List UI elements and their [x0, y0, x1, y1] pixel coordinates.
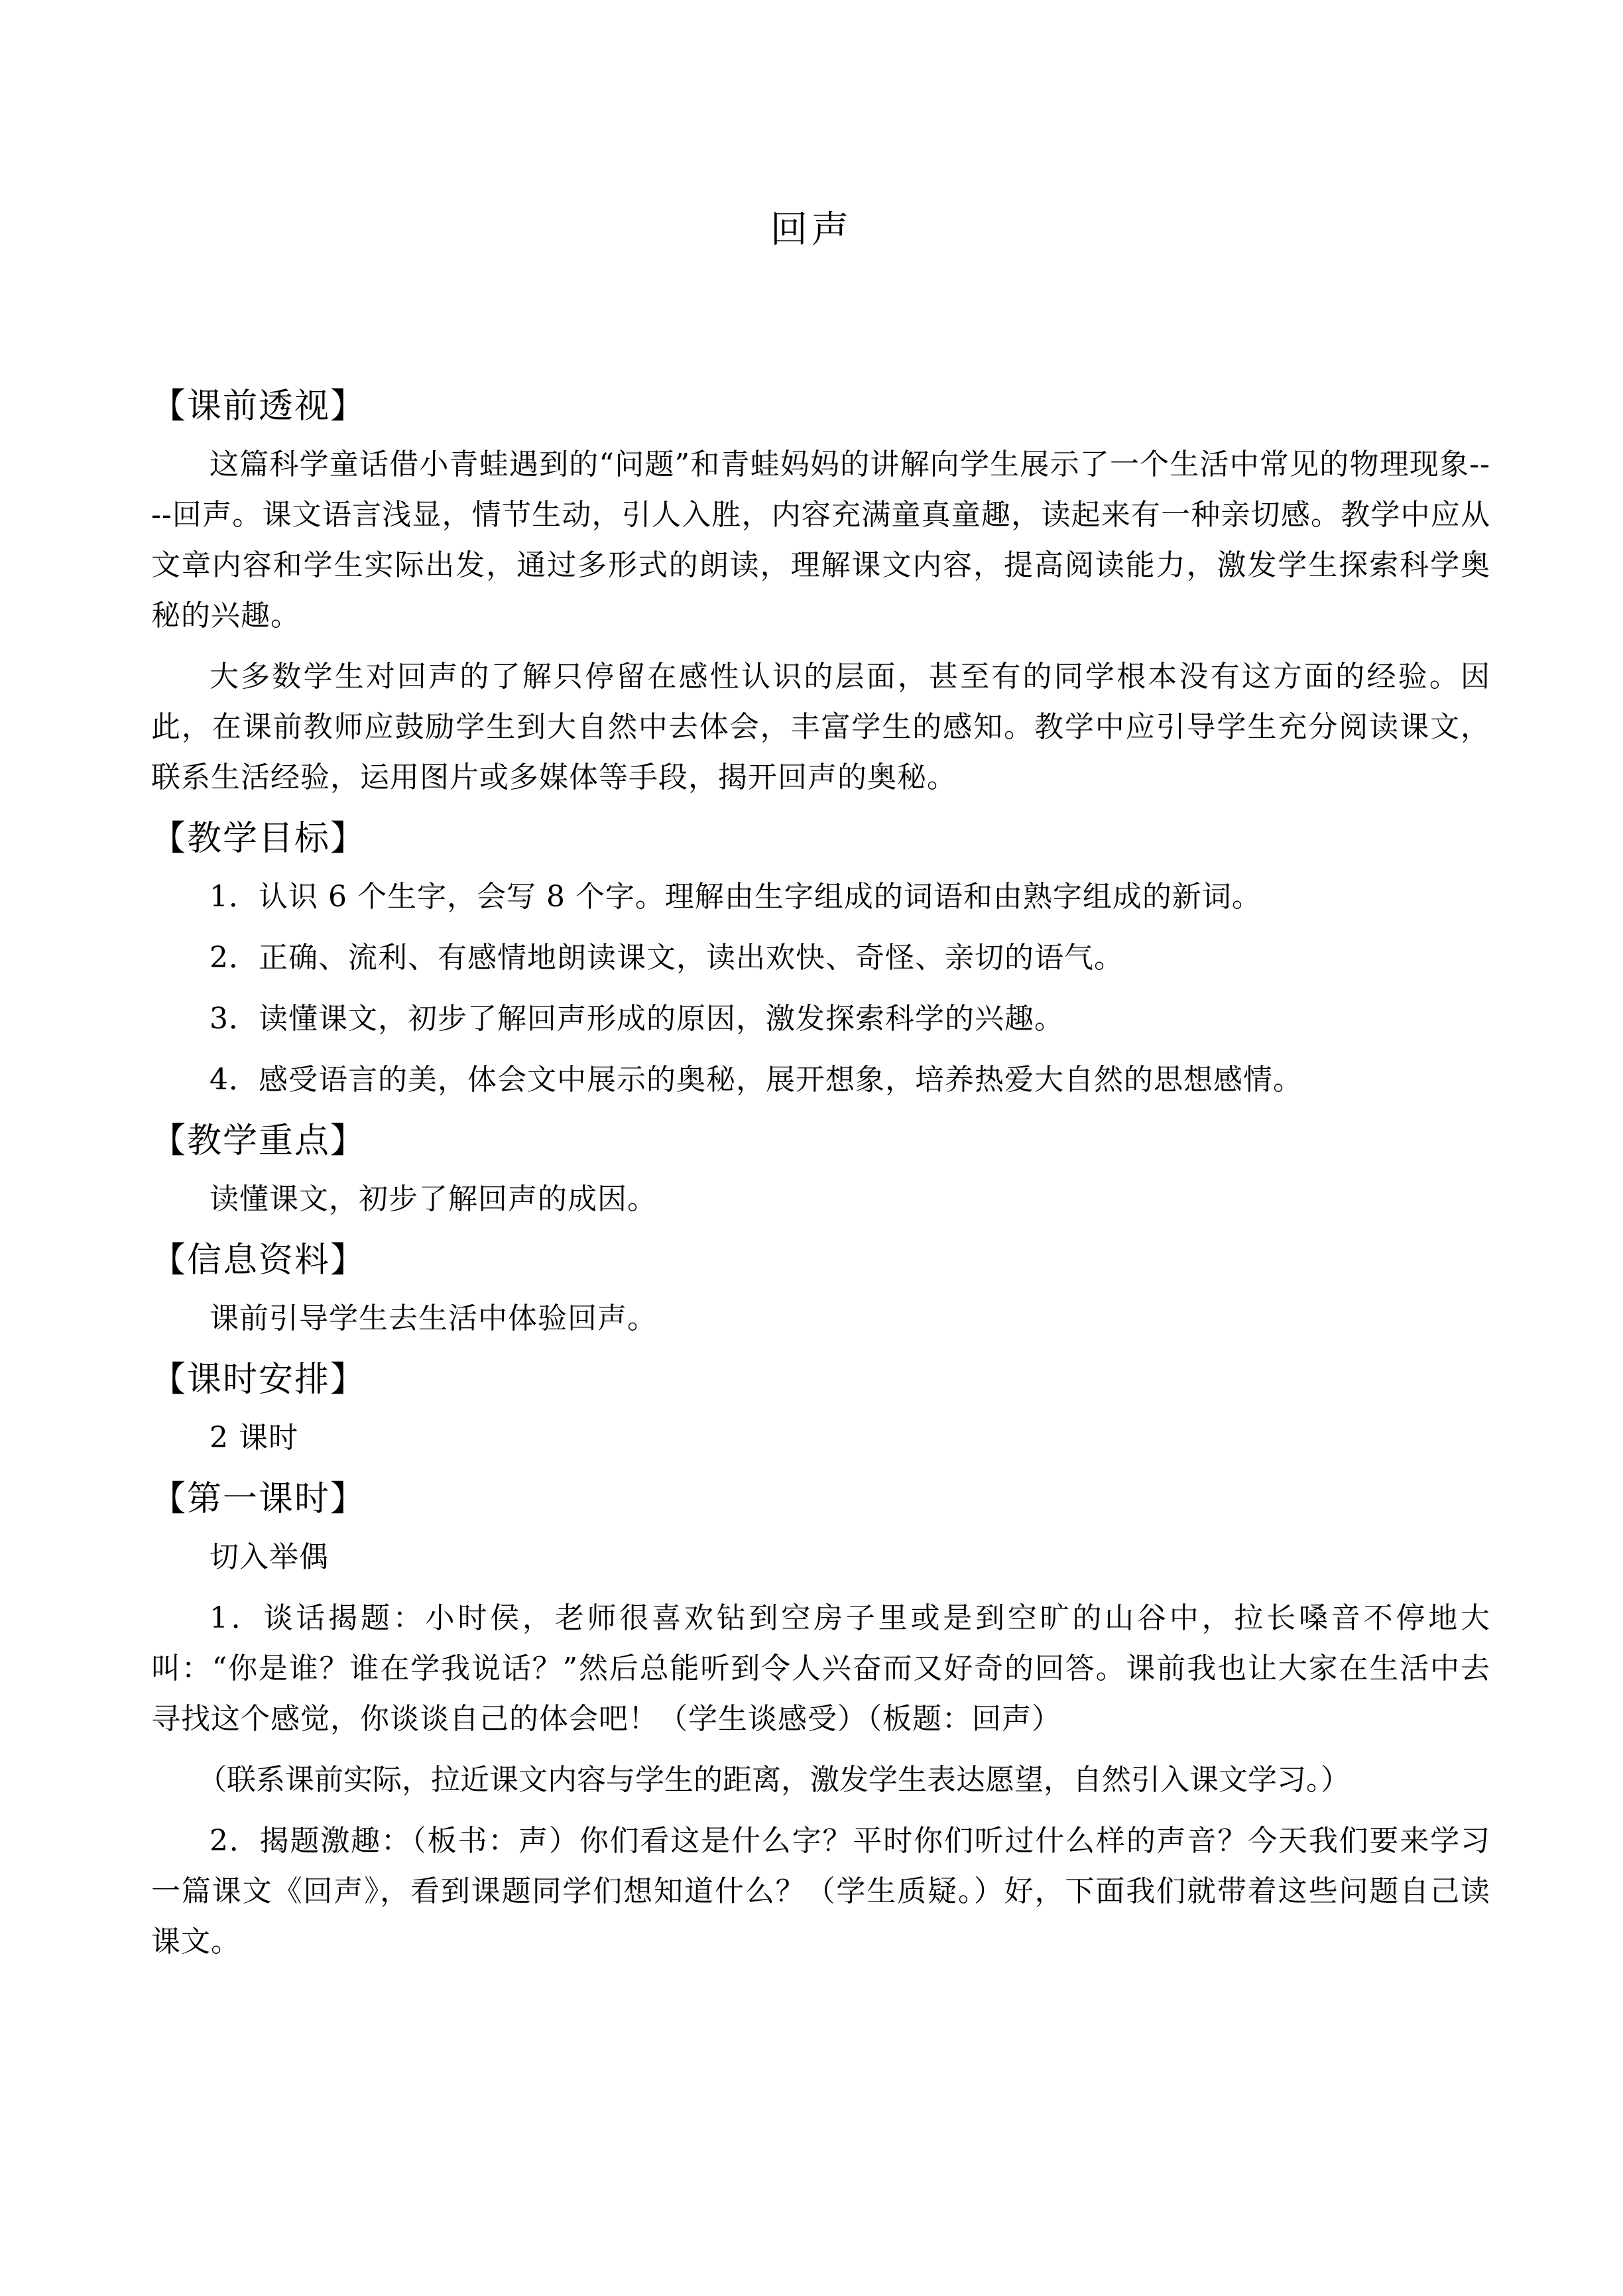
lesson1-paragraph-1: 1．谈话揭题：小时侯，老师很喜欢钻到空房子里或是到空旷的山谷中，拉长嗓音不停地大叫：“你是谁？谁在学我说话？”然后总能听到令人兴奋而又好奇的回答。课前我也让大家在生活中去寻找这个感觉，你谈谈自己的体会吧！（学生谈感受）（板题：回声） [151, 1601, 1490, 1736]
goal-item-1: 1．认识 6 个生字，会写 8 个字。理解由生字组成的词语和由熟字组成的新词。 [210, 880, 1262, 914]
document-title: 回声 [770, 208, 853, 251]
info-text: 课前引导学生去生活中体验回声。 [210, 1301, 657, 1335]
lesson1-paragraph-2: 2．揭题激趣：（板书：声）你们看这是什么字？平时你们听过什么样的声音？今天我们要来学习一篇课文《回声》，看到课题同学们想知道什么？（学生质疑。）好，下面我们就带着这些问题自己读课文。 [151, 1824, 1490, 1959]
preview-paragraph-2: 大多数学生对回声的了解只停留在感性认识的层面，甚至有的同学根本没有这方面的经验。因此，在课前教师应鼓励学生到大自然中去体会，丰富学生的感知。教学中应引导学生充分阅读课文，联系生活经验，运用图片或多媒体等手段，揭开回声的奥秘。 [151, 660, 1490, 794]
focus-text: 读懂课文，初步了解回声的成因。 [210, 1182, 657, 1216]
section-heading-preview: 【课前透视】 [151, 387, 367, 426]
section-heading-goals: 【教学目标】 [151, 819, 367, 859]
section-heading-lesson1: 【第一课时】 [151, 1479, 367, 1519]
goal-item-3: 3．读懂课文，初步了解回声形成的原因，激发探索科学的兴趣。 [210, 1002, 1064, 1036]
document-body [151, 381, 1490, 1978]
preview-paragraph-1: 这篇科学童话借小青蛙遇到的“问题”和青蛙妈妈的讲解向学生展示了一个生活中常见的物理现象----回声。课文语言浅显，情节生动，引人入胜，内容充满童真童趣，读起来有一种亲切感。教学中应从文章内容和学生实际出发，通过多形式的朗读，理解课文内容，提高阅读能力，激发学生探索科学奥秘的兴趣。 [151, 448, 1491, 633]
lesson1-note: （联系课前实际，拉近课文内容与学生的距离，激发学生表达愿望，自然引入课文学习。） [198, 1763, 1350, 1797]
goal-item-2: 2．正确、流利、有感情地朗读课文，读出欢快、奇怪、亲切的语气。 [210, 941, 1124, 975]
lesson1-intro: 切入举偶 [210, 1540, 329, 1574]
goal-item-4: 4．感受语言的美，体会文中展示的奥秘，展开想象，培养热爱大自然的思想感情。 [210, 1063, 1303, 1097]
schedule-text: 2 课时 [210, 1421, 298, 1455]
section-heading-info: 【信息资料】 [151, 1240, 367, 1280]
section-heading-focus: 【教学重点】 [151, 1121, 367, 1161]
section-heading-schedule: 【课时安排】 [151, 1360, 367, 1400]
